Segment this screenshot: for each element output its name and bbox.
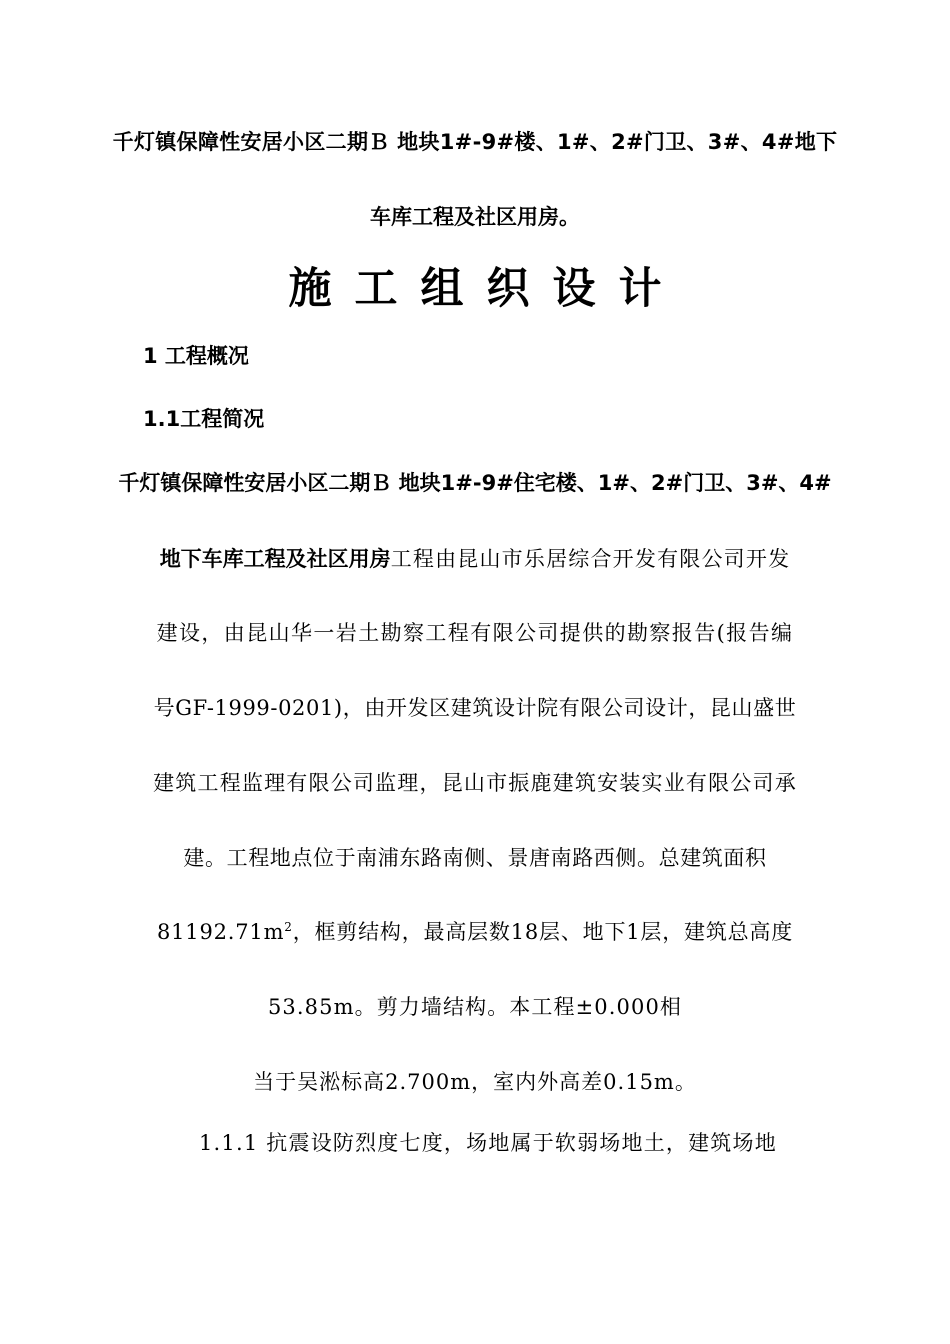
document-main-title: 施工组织设计 <box>288 264 685 314</box>
body-line-7-area: 81192.71m <box>156 920 285 944</box>
section-heading-1: 1 工程概况 <box>143 344 249 368</box>
body-line-1: 千灯镇保障性安居小区二期Ｂ 地块1#-9#住宅楼、1#、2#门卫、3#、4# <box>118 471 832 495</box>
body-line-2-bold: 地下车库工程及社区用房 <box>159 547 391 571</box>
section-heading-1-1: 1.1工程简况 <box>143 407 265 431</box>
body-line-2-rest: 工程由昆山市乐居综合开发有限公司开发 <box>390 547 791 571</box>
body-line-4: 号GF-1999-0201)，由开发区建筑设计院有限公司设计，昆山盛世 <box>153 696 797 720</box>
body-line-7-superscript: 2 <box>284 920 293 934</box>
project-title-line-1: 千灯镇保障性安居小区二期Ｂ 地块1#-9#楼、1#、2#门卫、3#、4#地下 <box>112 130 838 154</box>
body-line-3: 建设，由昆山华一岩土勘察工程有限公司提供的勘察报告(报告编 <box>156 621 794 645</box>
body-line-10: 1.1.1 抗震设防烈度七度，场地属于软弱场地土，建筑场地 <box>199 1131 777 1155</box>
body-line-8: 53.85m。剪力墙结构。本工程±0.000相 <box>267 995 683 1019</box>
body-line-9: 当于吴淞标高2.700m，室内外高差0.15m。 <box>253 1070 697 1094</box>
body-line-5: 建筑工程监理有限公司监理，昆山市振鹿建筑安装实业有限公司承 <box>153 771 797 795</box>
body-line-7-rest: ，框剪结构，最高层数18层、地下1层，建筑总高度 <box>292 920 794 944</box>
body-line-7 <box>0 916 950 946</box>
body-line-6: 建。工程地点位于南浦东路南侧、景唐南路西侧。总建筑面积 <box>183 846 767 870</box>
body-line-2 <box>0 543 950 573</box>
project-title-line-2: 车库工程及社区用房。 <box>370 205 580 229</box>
